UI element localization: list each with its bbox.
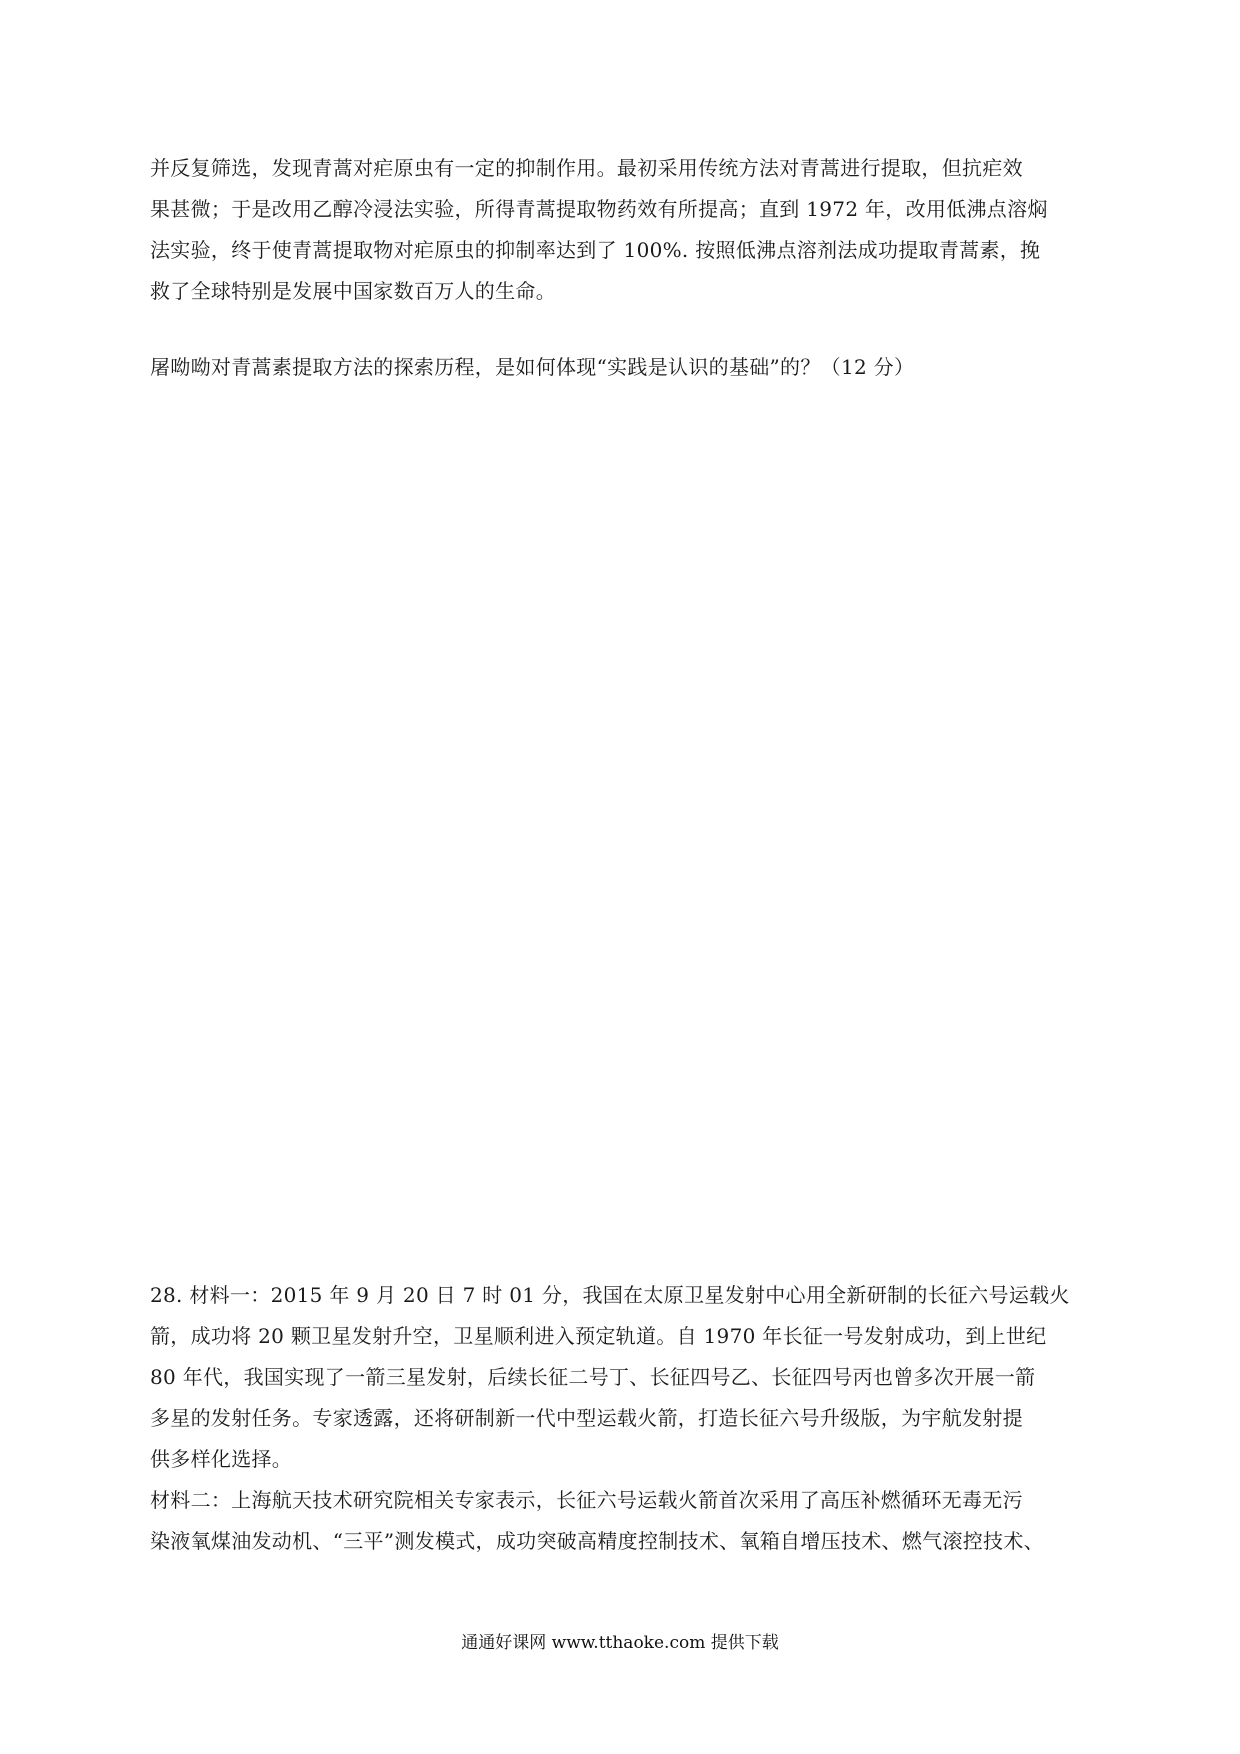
- page-footer: 通通好课网 www.tthaoke.com 提供下载: [461, 1633, 779, 1653]
- q28-line: 供多样化选择。: [150, 1447, 293, 1471]
- paragraph-line: 并反复筛选，发现青蒿对疟原虫有一定的抑制作用。最初采用传统方法对青蒿进行提取，但抗疟效: [150, 156, 1023, 180]
- paragraph-line: 救了全球特别是发展中国家数百万人的生命。: [150, 279, 556, 303]
- paragraph-artemisinin: [150, 148, 1096, 312]
- q28-line: 染液氧煤油发动机、“三平”测发模式，成功突破高精度控制技术、氧箱自增压技术、燃气滚控技术、: [150, 1529, 1044, 1553]
- question-block: [150, 347, 1096, 388]
- q28-line: 多星的发射任务。专家透露，还将研制新一代中型运载火箭，打造长征六号升级版，为宇航发射提: [150, 1406, 1023, 1430]
- question-text: 屠呦呦对青蒿素提取方法的探索历程，是如何体现“实践是认识的基础”的？（12 分）: [150, 355, 915, 379]
- paragraph-line: 果甚微；于是改用乙醇冷浸法实验，所得青蒿提取物药效有所提高；直到 1972 年，改用低沸点溶焖: [150, 197, 1048, 221]
- question-28-block: [150, 1275, 1096, 1562]
- q28-line: 箭，成功将 20 颗卫星发射升空，卫星顺利进入预定轨道。自 1970 年长征一号发射成功，到上世纪: [150, 1324, 1047, 1348]
- q28-line: 材料二：上海航天技术研究院相关专家表示，长征六号运载火箭首次采用了高压补燃循环无毒无污: [150, 1488, 1023, 1512]
- q28-line: 80 年代，我国实现了一箭三星发射，后续长征二号丁、长征四号乙、长征四号丙也曾多次开展一箭: [150, 1365, 1036, 1389]
- q28-line: 28. 材料一：2015 年 9 月 20 日 7 时 01 分，我国在太原卫星发射中心用全新研制的长征六号运载火: [150, 1283, 1070, 1307]
- paragraph-line: 法实验，终于使青蒿提取物对疟原虫的抑制率达到了 100%. 按照低沸点溶剂法成功提取青蒿素，挽: [150, 238, 1041, 262]
